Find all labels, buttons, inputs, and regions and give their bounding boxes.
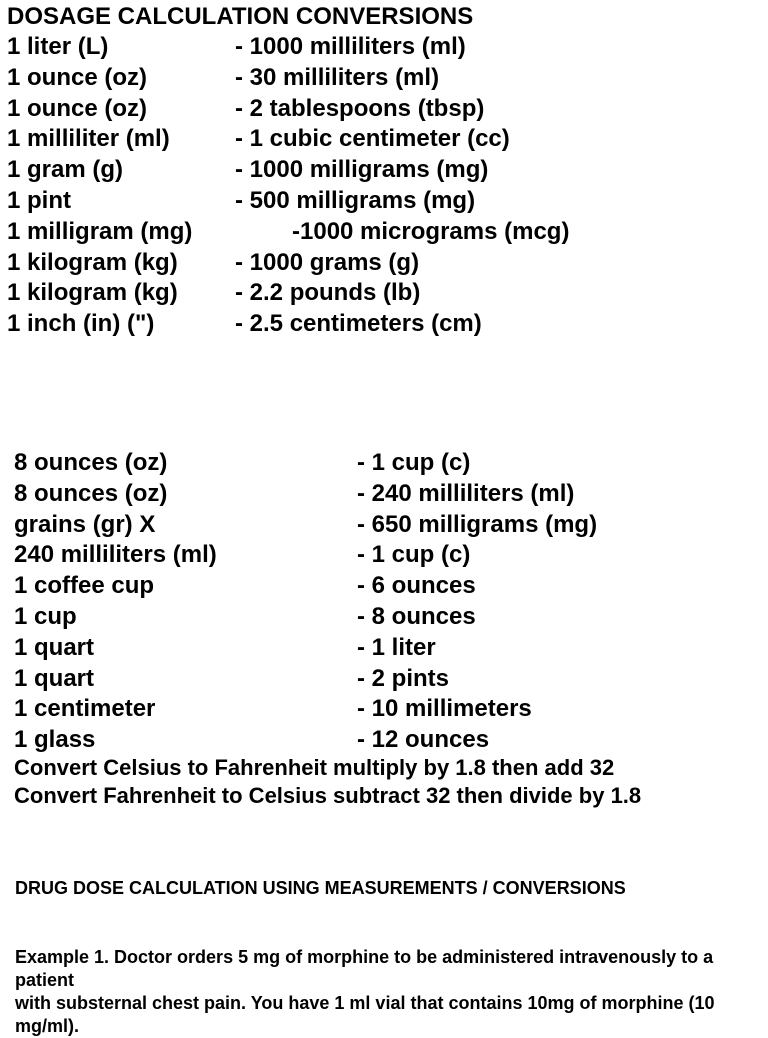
conversion-equivalent: - 2.5 centimeters (cm): [235, 310, 482, 338]
conversion-equivalent: - 1000 milliliters (ml): [235, 33, 466, 60]
conversion-equivalent: - 1 liter: [357, 633, 436, 661]
conversion-unit: 1 glass: [14, 726, 96, 754]
conversion-unit: 1 coffee cup: [14, 572, 155, 600]
conversion-unit: 1 kilogram (kg): [7, 279, 178, 307]
conversion-equivalent: - 1000 grams (g): [235, 248, 420, 276]
section-heading: DRUG DOSE CALCULATION USING MEASUREMENTS / CONVERSIONS: [15, 878, 626, 898]
conversion-equivalent: -1000 micrograms (mcg): [292, 217, 570, 245]
celsius-to-fahrenheit-note: Convert Celsius to Fahrenheit multiply by 1.8 then add 32: [14, 755, 615, 780]
conversion-unit: 1 ounce (oz): [7, 63, 148, 91]
conversion-unit: 1 pint: [7, 186, 71, 214]
conversion-unit: 1 quart: [14, 664, 95, 692]
conversion-equivalent: - 1 cup (c): [357, 541, 471, 569]
conversion-unit: 1 ounce (oz): [7, 94, 148, 122]
conversion-unit: 8 ounces (oz): [14, 449, 168, 476]
conversion-unit: 1 quart: [14, 633, 95, 661]
conversion-equivalent: - 1000 milligrams (mg): [235, 156, 489, 184]
conversion-unit: 1 gram (g): [7, 156, 124, 184]
conversion-unit: 1 milliliter (ml): [7, 125, 170, 153]
conversion-equivalent: - 6 ounces: [357, 572, 476, 600]
conversion-equivalent: - 1 cubic centimeter (cc): [235, 125, 510, 153]
conversion-equivalent: - 8 ounces: [357, 602, 476, 630]
conversion-unit: 1 milligram (mg): [7, 217, 193, 245]
conversion-unit: 1 kilogram (kg): [7, 248, 178, 276]
conversion-equivalent: - 2 pints: [357, 664, 450, 692]
conversion-equivalent: - 650 milligrams (mg): [357, 510, 598, 538]
conversion-equivalent: - 12 ounces: [357, 726, 490, 754]
fahrenheit-to-celsius-note: Convert Fahrenheit to Celsius subtract 32 then divide by 1.8: [14, 783, 642, 808]
conversion-unit: grains (gr) X: [14, 510, 156, 538]
conversion-equivalent: - 30 milliliters (ml): [235, 63, 440, 91]
conversion-unit: 1 cup: [14, 602, 77, 630]
conversion-equivalent: - 2.2 pounds (lb): [235, 279, 421, 307]
conversion-unit: 240 milliliters (ml): [14, 541, 217, 569]
example-line: Example 1. Doctor orders 5 mg of morphine to be administered intravenously to a patient: [15, 947, 714, 990]
conversion-unit: 1 centimeter: [14, 695, 156, 723]
example-line: with substernal chest pain. You have 1 ml vial that contains 10mg of morphine (10 mg/ml).: [15, 993, 715, 1036]
conversion-unit: 1 liter (L): [7, 33, 109, 60]
conversion-equivalent: - 240 milliliters (ml): [357, 479, 575, 507]
example-paragraph: [15, 946, 755, 1038]
page-title: DOSAGE CALCULATION CONVERSIONS: [7, 3, 474, 30]
conversion-equivalent: - 500 milligrams (mg): [235, 186, 476, 214]
conversion-unit: 1 inch (in) ("): [7, 310, 155, 338]
conversion-unit: 8 ounces (oz): [14, 479, 168, 507]
conversion-equivalent: - 10 millimeters: [357, 695, 532, 723]
conversion-equivalent: - 1 cup (c): [357, 449, 471, 476]
conversion-equivalent: - 2 tablespoons (tbsp): [235, 94, 485, 122]
